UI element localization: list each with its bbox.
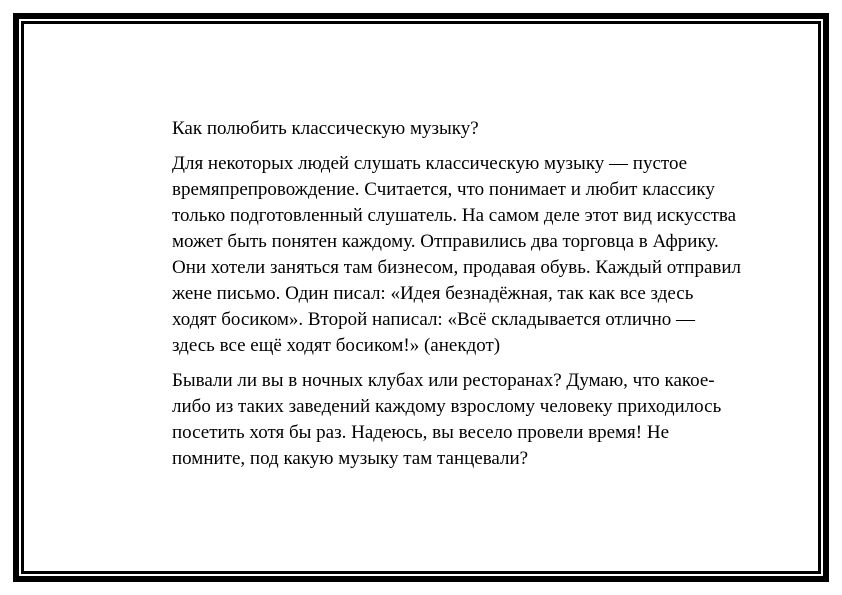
paragraph-question: Бывали ли вы в ночных клубах или ресторанах? Думаю, что какое-либо из таких заведений каждому взрослому человеку приходилось посетить хотя бы раз. Надеюсь, вы весело провели время! Не помните, под какую музыку там танцевали? <box>172 370 722 469</box>
paragraph-anecdote: Для некоторых людей слушать классическую музыку — пустое времяпрепровождение. Считается, что понимает и любит классику только подготовленный слушатель. На самом деле этот вид искусства может быть понятен каждому. Отправились два торговца в Африку. Они хотели заняться там бизнесом, продавая обувь. Каждый отправил жене письмо. Один писал: «Идея безнадёжная, так как все здесь ходят босиком». Второй написал: «Всё складывается отлично — здесь все ещё ходят босиком!» (анекдот) <box>172 153 742 356</box>
slide-text <box>172 116 742 472</box>
slide-title: Как полюбить классическую музыку? <box>172 118 479 139</box>
